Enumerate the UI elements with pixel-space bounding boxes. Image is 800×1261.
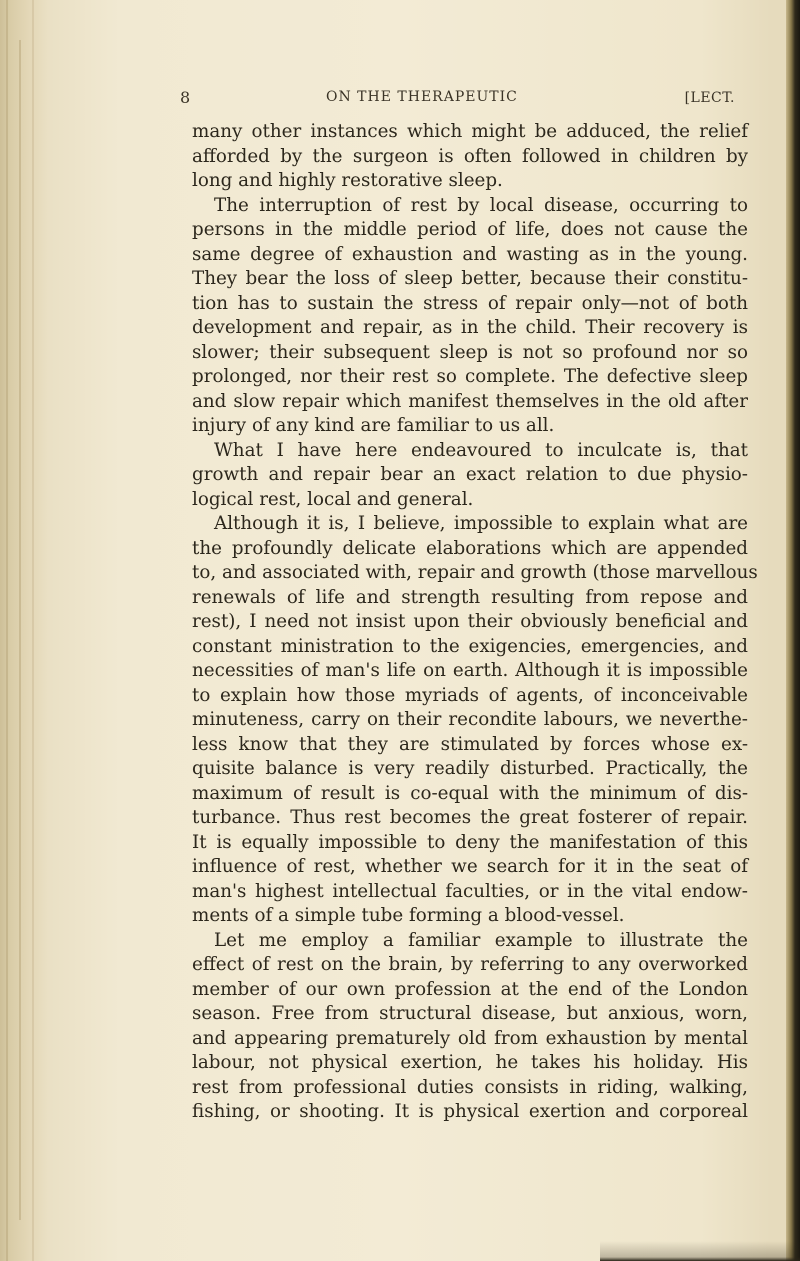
text-line: season. Free from structural disease, but anxious, worn, [192,1003,748,1024]
text-line: many other instances which might be adduced, the relief [192,121,748,142]
text-line: Let me employ a familiar example to illustrate the [214,929,748,951]
text-line: ments of a simple tube forming a blood-vessel. [192,905,625,926]
text-line: maximum of result is co-equal with the minimum of dis- [192,782,748,804]
text-line: slower; their subsequent sleep is not so profound nor so [192,341,748,363]
text-line: afforded by the surgeon is often followed in children by [192,145,748,167]
text-line: long and highly restorative sleep. [192,170,503,191]
text-line: fishing, or shooting. It is physical exertion and corporeal [192,1101,748,1122]
text-line: development and repair, as in the child. Their recovery is [192,317,748,338]
running-head: ON THE THERAPEUTIC [326,89,518,105]
body-text [192,120,758,1125]
text-line: effect of rest on the brain, by referring to any overworked [192,954,748,975]
text-line: They bear the loss of sleep better, because their constitu- [192,268,748,289]
text-line: and slow repair which manifest themselves in the old after [192,390,748,412]
text-line: renewals of life and strength resulting from repose and [192,586,748,608]
text-line: member of our own profession at the end of the London [192,978,748,1000]
text-line: to explain how those myriads of agents, of inconceivable [192,684,748,706]
text-line: influence of rest, whether we search for it in the seat of [192,856,748,877]
page-header [180,86,755,110]
text-line: same degree of exhaustion and wasting as in the young. [192,243,748,265]
text-line: and appearing prematurely old from exhaustion by mental [192,1027,748,1049]
text-line: logical rest, local and general. [192,488,474,510]
text-line: turbance. Thus rest becomes the great fosterer of repair. [192,807,748,828]
text-line: injury of any kind are familiar to us all. [192,415,555,436]
page-bottom-shadow [600,1241,800,1261]
gutter-line [19,40,21,1220]
text-line: growth and repair bear an exact relation to due physio- [192,464,748,485]
text-line: The interruption of rest by local disease, occurring to [214,194,748,216]
lecture-mark: [LECT. [684,90,735,106]
gutter-line [32,0,34,1261]
page-right-edge [786,0,800,1261]
text-line: man's highest intellectual faculties, or in the vital endow- [192,880,748,902]
text-line: less know that they are stimulated by forces whose ex- [192,733,748,755]
text-line: rest), I need not insist upon their obviously beneficial and [192,611,748,632]
text-line: tion has to sustain the stress of repair only—not of both [192,292,748,314]
text-line: What I have here endeavoured to inculcate is, that [214,439,748,461]
text-line: It is equally impossible to deny the manifestation of this [192,831,748,853]
text-line: to, and associated with, repair and growth (those marvellous [192,562,758,583]
text-line: the profoundly delicate elaborations which are appended [192,537,748,559]
text-line: persons in the middle period of life, does not cause the [192,219,748,240]
text-line: quisite balance is very readily disturbed. Practically, the [192,758,748,779]
text-line: rest from professional duties consists in riding, walking, [192,1076,748,1098]
text-line: constant ministration to the exigencies, emergencies, and [192,635,748,657]
text-line: labour, not physical exertion, he takes his holiday. His [192,1052,748,1073]
page-number: 8 [180,88,192,107]
text-line: necessities of man's life on earth. Although it is impossible [192,660,748,681]
text-line: Although it is, I believe, impossible to explain what are [214,513,748,534]
gutter-line [6,0,8,1261]
text-line: prolonged, nor their rest so complete. The defective sleep [192,366,748,387]
text-line: minuteness, carry on their recondite labours, we neverthe- [192,709,748,730]
